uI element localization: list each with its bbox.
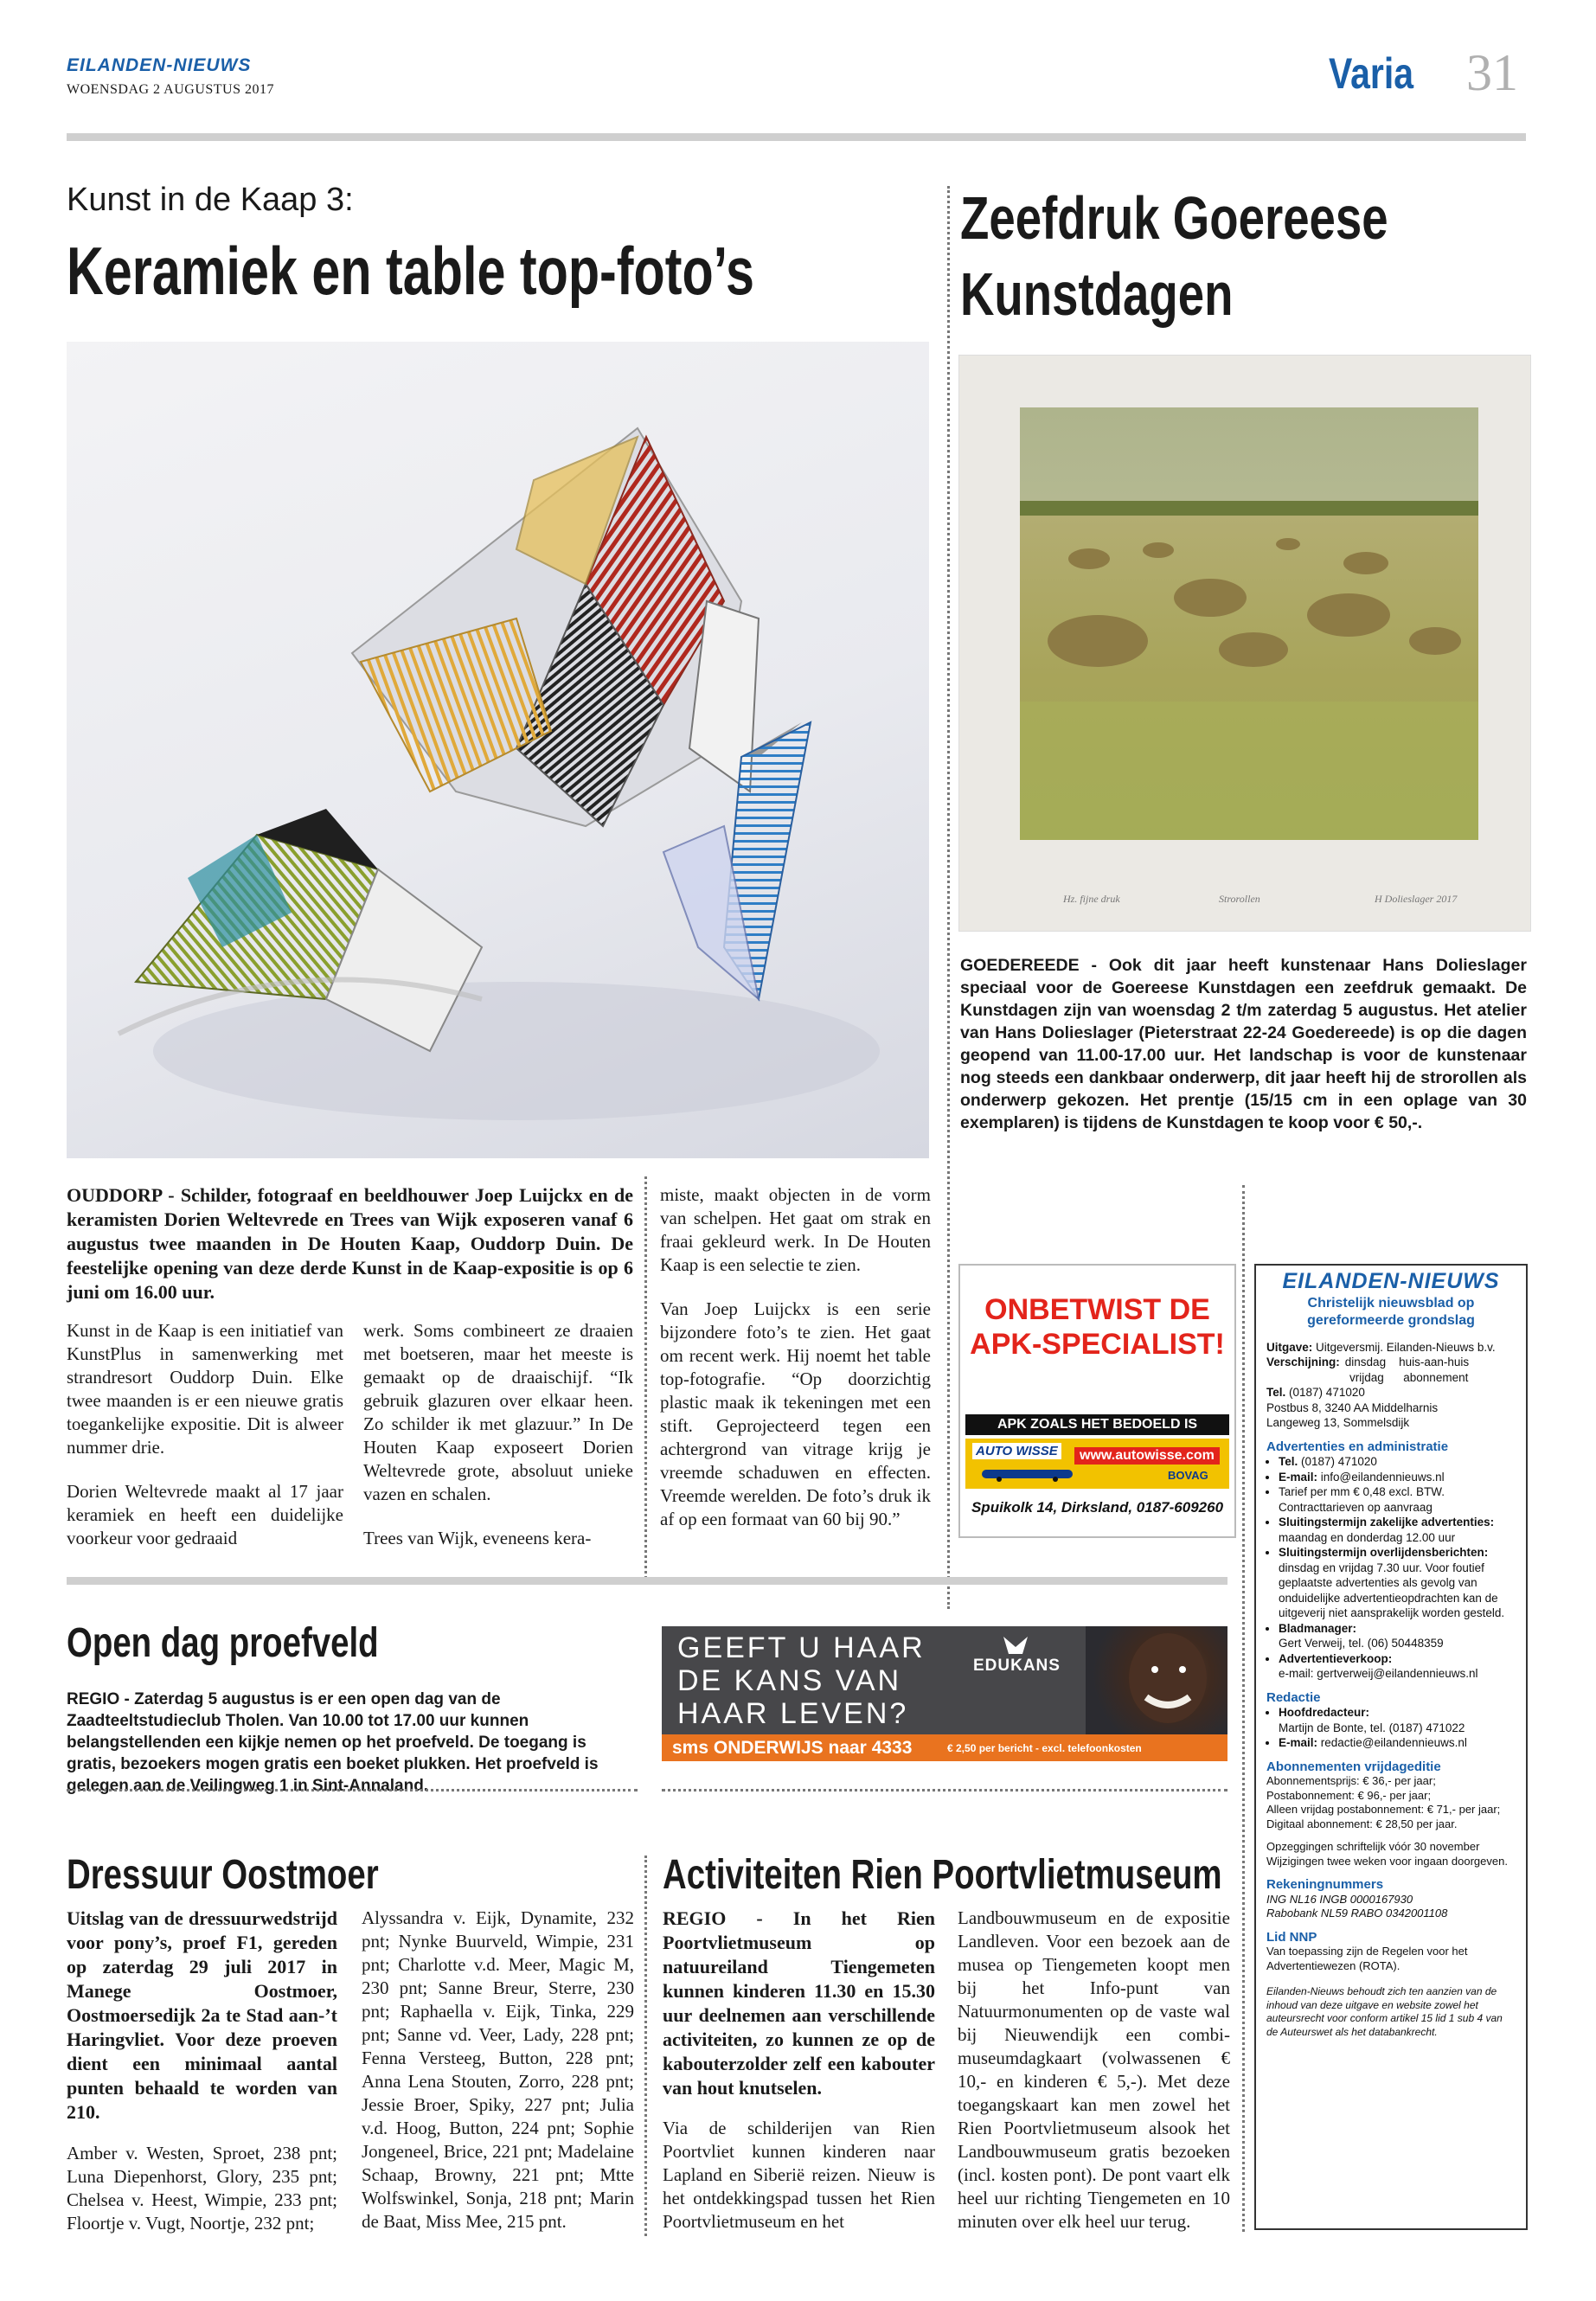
label: Tel. (1266, 1386, 1286, 1399)
masthead-brand: EILANDEN-NIEUWS (67, 55, 252, 75)
apk-headline-line-1: ONBETWIST DE (984, 1293, 1210, 1326)
article-headline-line-1: Zeefdruk Goereese (960, 184, 1388, 252)
results-column-2: Alyssandra v. Eijk, Dynamite, 232 pnt; Nynke Buurveld, Wimpie, 231 pnt; Charlotte v.d. Meer, Magic M, 230 pnt; Sanne Breur, Sterre, 230 pnt; Raphaella v. Eijk, Tinka, 229 pnt; Sanne vd. Veer, Lady, 228 pnt; Fenna Versteeg, Button, 228 pnt; Anna Lena Stouten, Zorro, 228 pnt; Jessie Broer, Spiky, 227 pnt; Julia v.d. Hoog, Button, 224 pnt; Sophie Jongeneel, Brice, 221 pnt; Madelaine Schaap, Browny, 221 pnt; Mtte Wolfswinkel, Sonja, 218 pnt; Marin de Baat, Miss Mee, 215 pnt. (362, 1907, 634, 2232)
list-item: • Sluitingstermijn zakelijke advertenties: maandag en donderdag 12.00 uur (1279, 1515, 1516, 1545)
article-column-3 (660, 1183, 931, 1531)
edukans-line-1: GEEFT U HAAR (677, 1631, 926, 1664)
masthead-date: WOENSDAG 2 AUGUSTUS 2017 (67, 82, 275, 97)
article-body: REGIO - Zaterdag 5 augustus is er een open dag van de Zaadteeltstudieclub Tholen. Van 10.00 tot 17.00 uur kunnen belangstellenden een kijkje nemen op het proefveld. De toegang is gratis, bezoekers mogen gratis een boeket plukken. Het proefveld is gelegen aan de Veilingweg 1 in Sint-Annaland. (67, 1690, 599, 1795)
article-headline: Open dag proefveld (67, 1620, 379, 1666)
list-item: • Tel. (0187) 471020 (1279, 1454, 1516, 1470)
paragraph: Kunst in de Kaap is een initiatief van KunstPlus in samenwerking met strandresort Ouddorp Duin. Elke twee maanden is er een nieuwe gratis toegankelijke expositie. Dit is alweer nummer drie. (67, 1320, 343, 1458)
email-link[interactable]: redactie@eilandennieuws.nl (1320, 1736, 1467, 1749)
edukans-brand: EDUKANS (973, 1657, 1061, 1675)
column-divider (947, 186, 950, 1609)
table-top-sculpture (67, 342, 929, 1158)
article-lead: OUDDORP - Schilder, fotograaf en beeldhouwer Joep Luijckx en de keramisten Dorien Weltevrede en Trees van Wijk exposeren vanaf 6 augustus twee maanden in De Houten Kaap, Ouddorp Duin. De feestelijke opening van deze derde Kunst in de Kaap-expositie is op 6 juni om 16.00 uur. (67, 1184, 633, 1303)
section-rule (67, 1577, 1227, 1585)
list-item: • Bladmanager: Gert Verweij, tel. (06) 50448359 (1279, 1621, 1516, 1651)
section-heading: Redactie (1266, 1689, 1321, 1705)
print-inscription-left: Hz. fijne druk (1063, 893, 1120, 905)
publisher-info (1266, 1340, 1516, 1431)
tagline-line-1: Christelijk nieuwsblad op (1307, 1295, 1475, 1311)
section-divider (662, 1789, 1227, 1791)
paragraph: werk. Soms combineert ze draaien met boetseren, maar het meeste is gemaakt op de draaischijf. “Ik gebruik glazuren over elkaar heen. Zo schilder ik met glazuur.” In De Houten Kaap exposeert Dorien Weltevrede grote, absoluut unieke vazen en schalen. (363, 1320, 633, 1504)
email-link[interactable]: e-mail: gertverweij@eilandennieuws.nl (1279, 1667, 1478, 1680)
edukans-sms: sms ONDERWIJS naar 4333 (672, 1738, 913, 1758)
cancellation-note: Opzeggingen schriftelijk vóór 30 november Wijzigingen twee weken voor ingaan doorgeven. (1266, 1840, 1508, 1868)
column-divider (1242, 1185, 1245, 2232)
colophon-box (1254, 1264, 1528, 2230)
article-headline: Activiteiten Rien Poortvlietmuseum (663, 1852, 1222, 1898)
subscription-prices: Abonnementsprijs: € 36,- per jaar; Postabonnement: € 96,- per jaar; Alleen vrijdag postabonnement: € 71,- per jaar; Digitaal abonnement: € 28,50 per jaar. (1266, 1774, 1501, 1830)
article-headline: Keramiek en table top-foto’s (67, 233, 754, 309)
print-inscription-signature: H Dolieslager 2017 (1375, 893, 1458, 905)
section-heading: Advertenties en administratie (1266, 1439, 1449, 1454)
car-icon (977, 1465, 1081, 1482)
label: Uitgave: (1266, 1340, 1313, 1354)
edukans-line-2: DE KANS VAN (677, 1664, 902, 1697)
value: vrijdag abonnement (1349, 1370, 1469, 1384)
apk-band: APK ZOALS HET BEDOELD IS (965, 1414, 1229, 1435)
child-photo (1086, 1626, 1227, 1734)
edukans-fine-print: € 2,50 per bericht - excl. telefoonkosten (947, 1742, 1142, 1754)
bovag-badge: BOVAG (1168, 1469, 1208, 1482)
article-column-2: Landbouwmuseum en de expositie Landleven. Voor een bezoek aan de musea op Tiengemeten koopt men bij het Info-punt van Natuurmonumenten op de vaste wal bij Nieuwendijk een combi-museumdagkaart (volwassenen € 10,- en kinderen € 5,-). Met deze toegangskaart kan men zowel het Rien Poortvlietmuseum alsook het Landbouwmuseum gratis bezoeken (incl. kosten pont). De pont vaart elk heel uur richting Tiengemeten en 10 minuten over elk heel uur terug. (958, 1907, 1230, 2232)
value: dinsdag huis-aan-huis (1344, 1356, 1470, 1368)
results-column-1: Amber v. Westen, Sproet, 238 pnt; Luna Diepenhorst, Glory, 235 pnt; Chelsea v. Heest, Wimpie, 233 pnt; Floortje v. Vugt, Noortje, 232 pnt; (67, 2143, 337, 2234)
article-lead: Uitslag van de dressuurwedstrijd voor pony’s, proef F1, gereden op zaterdag 29 juli 2017 in Manege Oostmoer, Oostmoersedijk 2a te Stad aan-’t Haringvliet. Voor deze proeven dient een minimaal aantal punten behaald te worden van 210. (67, 1907, 337, 2123)
photo-caption: GOEDEREEDE - Ook dit jaar heeft kunstenaar Hans Dolieslager speciaal voor de Goereese Kunstdagen een zeefdruk gemaakt. De Kunstdagen zijn van woensdag 2 t/m zaterdag 5 augustus. Het atelier van Hans Dolieslager (Pieterstraat 22-24 Goedereede) is op die dagen geopend van 11.00-17.00 uur. Het landschap is voor de kunstenaar nog steeds een dankbaar onderwerp, dit jaar heeft hij de strorollen als onderwerp gekozen. Het prentje (15/15 cm in een oplage van 30 exemplaren) is tijdens de Kunstdagen te koop voor € 50,-. (960, 956, 1527, 1132)
bank-accounts: ING NL16 INGB 0000167930 Rabobank NL59 RABO 0342001108 (1266, 1892, 1448, 1920)
list-item: • Tarief per mm € 0,48 excl. BTW. Contracttarieven op aanvraag (1279, 1484, 1516, 1515)
list-item: • Sluitingstermijn overlijdensberichten: dinsdag en vrijdag 7.30 uur. Voor foutief geplaatste advertenties als gevolg van onduidelijke advertentieopdrachten kan de uitgeverij niet aansprakelijk worden gesteld. (1279, 1545, 1516, 1621)
colophon-tagline (1266, 1295, 1516, 1330)
hay-bales-landscape (959, 356, 1530, 931)
label: Verschijning: (1266, 1356, 1340, 1368)
apk-advertisement[interactable] (958, 1264, 1236, 1538)
section-heading: Lid NNP (1266, 1929, 1317, 1945)
section-heading: Rekeningnummers (1266, 1877, 1384, 1892)
article-column-1 (67, 1319, 343, 1550)
article-column-2 (363, 1319, 633, 1550)
list-item: • Hoofdredacteur: Martijn de Bonte, tel. (0187) 471022 (1279, 1705, 1516, 1735)
apk-brand: AUTO WISSE (972, 1443, 1061, 1459)
article-headline: Dressuur Oostmoer (67, 1852, 379, 1898)
list-item: • E-mail: redactie@eilandennieuws.nl (1279, 1735, 1516, 1751)
tagline-line-2: gereformeerde grondslag (1307, 1312, 1475, 1328)
edukans-advertisement[interactable] (662, 1626, 1227, 1761)
nnp-note: Van toepassing zijn de Regelen voor het Advertentiewezen (ROTA). (1266, 1945, 1468, 1972)
artwork-photo (67, 342, 929, 1158)
section-title: Varia (1329, 49, 1414, 98)
edukans-logo-shape (1003, 1637, 1028, 1654)
column-divider (644, 1856, 647, 2236)
article-lead: REGIO - In het Rien Poortvlietmuseum op natuureiland Tiengemeten kunnen kinderen 11.30 en 15.30 uur deelnemen aan verschillende activiteiten, zo kunnen ze op de kabouterzolder zelf een kabouter van hout knutselen. (663, 1907, 935, 2099)
article-headline-line-2: Kunstdagen (960, 260, 1234, 328)
apk-address: Spuikolk 14, Dirksland, 0187-609260 (971, 1499, 1224, 1516)
child-portrait (1086, 1626, 1227, 1734)
colophon-brand: EILANDEN-NIEUWS (1282, 1269, 1500, 1293)
apk-headline-line-2: APK-SPECIALIST! (970, 1328, 1225, 1361)
copyright-disclaimer: Eilanden-Nieuws behoudt zich ten aanzien van de inhoud van deze uitgave en website zowel het auteursrecht voor conform artikel 15 lid 1 sub 4 van de Auteurswet als het databankrecht. (1266, 1985, 1503, 2038)
print-inscription-title: Strorollen (1219, 893, 1260, 905)
car-icon-shape (977, 1465, 1081, 1482)
list-item: • Advertentieverkoop: e-mail: gertverweij@eilandennieuws.nl (1279, 1651, 1516, 1682)
edukans-line-3: HAAR LEVEN? (677, 1697, 909, 1730)
advertising-list (1266, 1454, 1516, 1682)
column-divider (644, 1176, 647, 1579)
paragraph: Van Joep Luijckx is een serie bijzondere foto’s te zien. Het gaat om recent werk. Hij noemt het table top-fotografie. “Op doorzichtig plastic maak ik tekeningen met een stift. Geprojecteerd tegen een achtergrond van vitrage krijg je vreemde schaduwen en effecten. Vreemde werelden. De foto’s druk ik af op een formaat van 60 bij 90.” (660, 1298, 931, 1529)
apk-url[interactable]: www.autowisse.com (1074, 1447, 1220, 1465)
email-link[interactable]: info@eilandennieuws.nl (1320, 1470, 1445, 1484)
page-number: 31 (1466, 44, 1518, 101)
paragraph: miste, maakt objecten in de vorm van schelpen. Het gaat om strak en fraai gekleurd werk. In De Houten Kaap is een selectie te zien. (660, 1184, 931, 1275)
paragraph: Trees van Wijk, eveneens kera- (363, 1528, 592, 1548)
address: Langeweg 13, Sommelsdijk (1266, 1416, 1410, 1429)
value: (0187) 471020 (1289, 1386, 1365, 1399)
paragraph: Dorien Weltevrede maakt al 17 jaar keramiek en heeft een duidelijke voorkeur voor gedraaid (67, 1481, 343, 1548)
edukans-logo-icon (1003, 1637, 1028, 1654)
postbus: Postbus 8, 3240 AA Middelharnis (1266, 1400, 1439, 1414)
section-divider (67, 1789, 638, 1791)
screenprint-photo (958, 355, 1531, 932)
masthead-rule (67, 133, 1526, 141)
value: Uitgeversmij. Eilanden-Nieuws b.v. (1316, 1340, 1496, 1354)
list-item: • E-mail: info@eilandennieuws.nl (1279, 1470, 1516, 1485)
editorial-list (1266, 1705, 1516, 1751)
article-column-1: Via de schilderijen van Rien Poortvliet kunnen kinderen naar Lapland en Siberië reizen. Nieuw is het ontdekkingspad tussen het Rien Poortvlietmuseum en het (663, 2118, 935, 2232)
section-heading: Abonnementen vrijdageditie (1266, 1759, 1441, 1774)
article-kicker: Kunst in de Kaap 3: (67, 182, 354, 218)
